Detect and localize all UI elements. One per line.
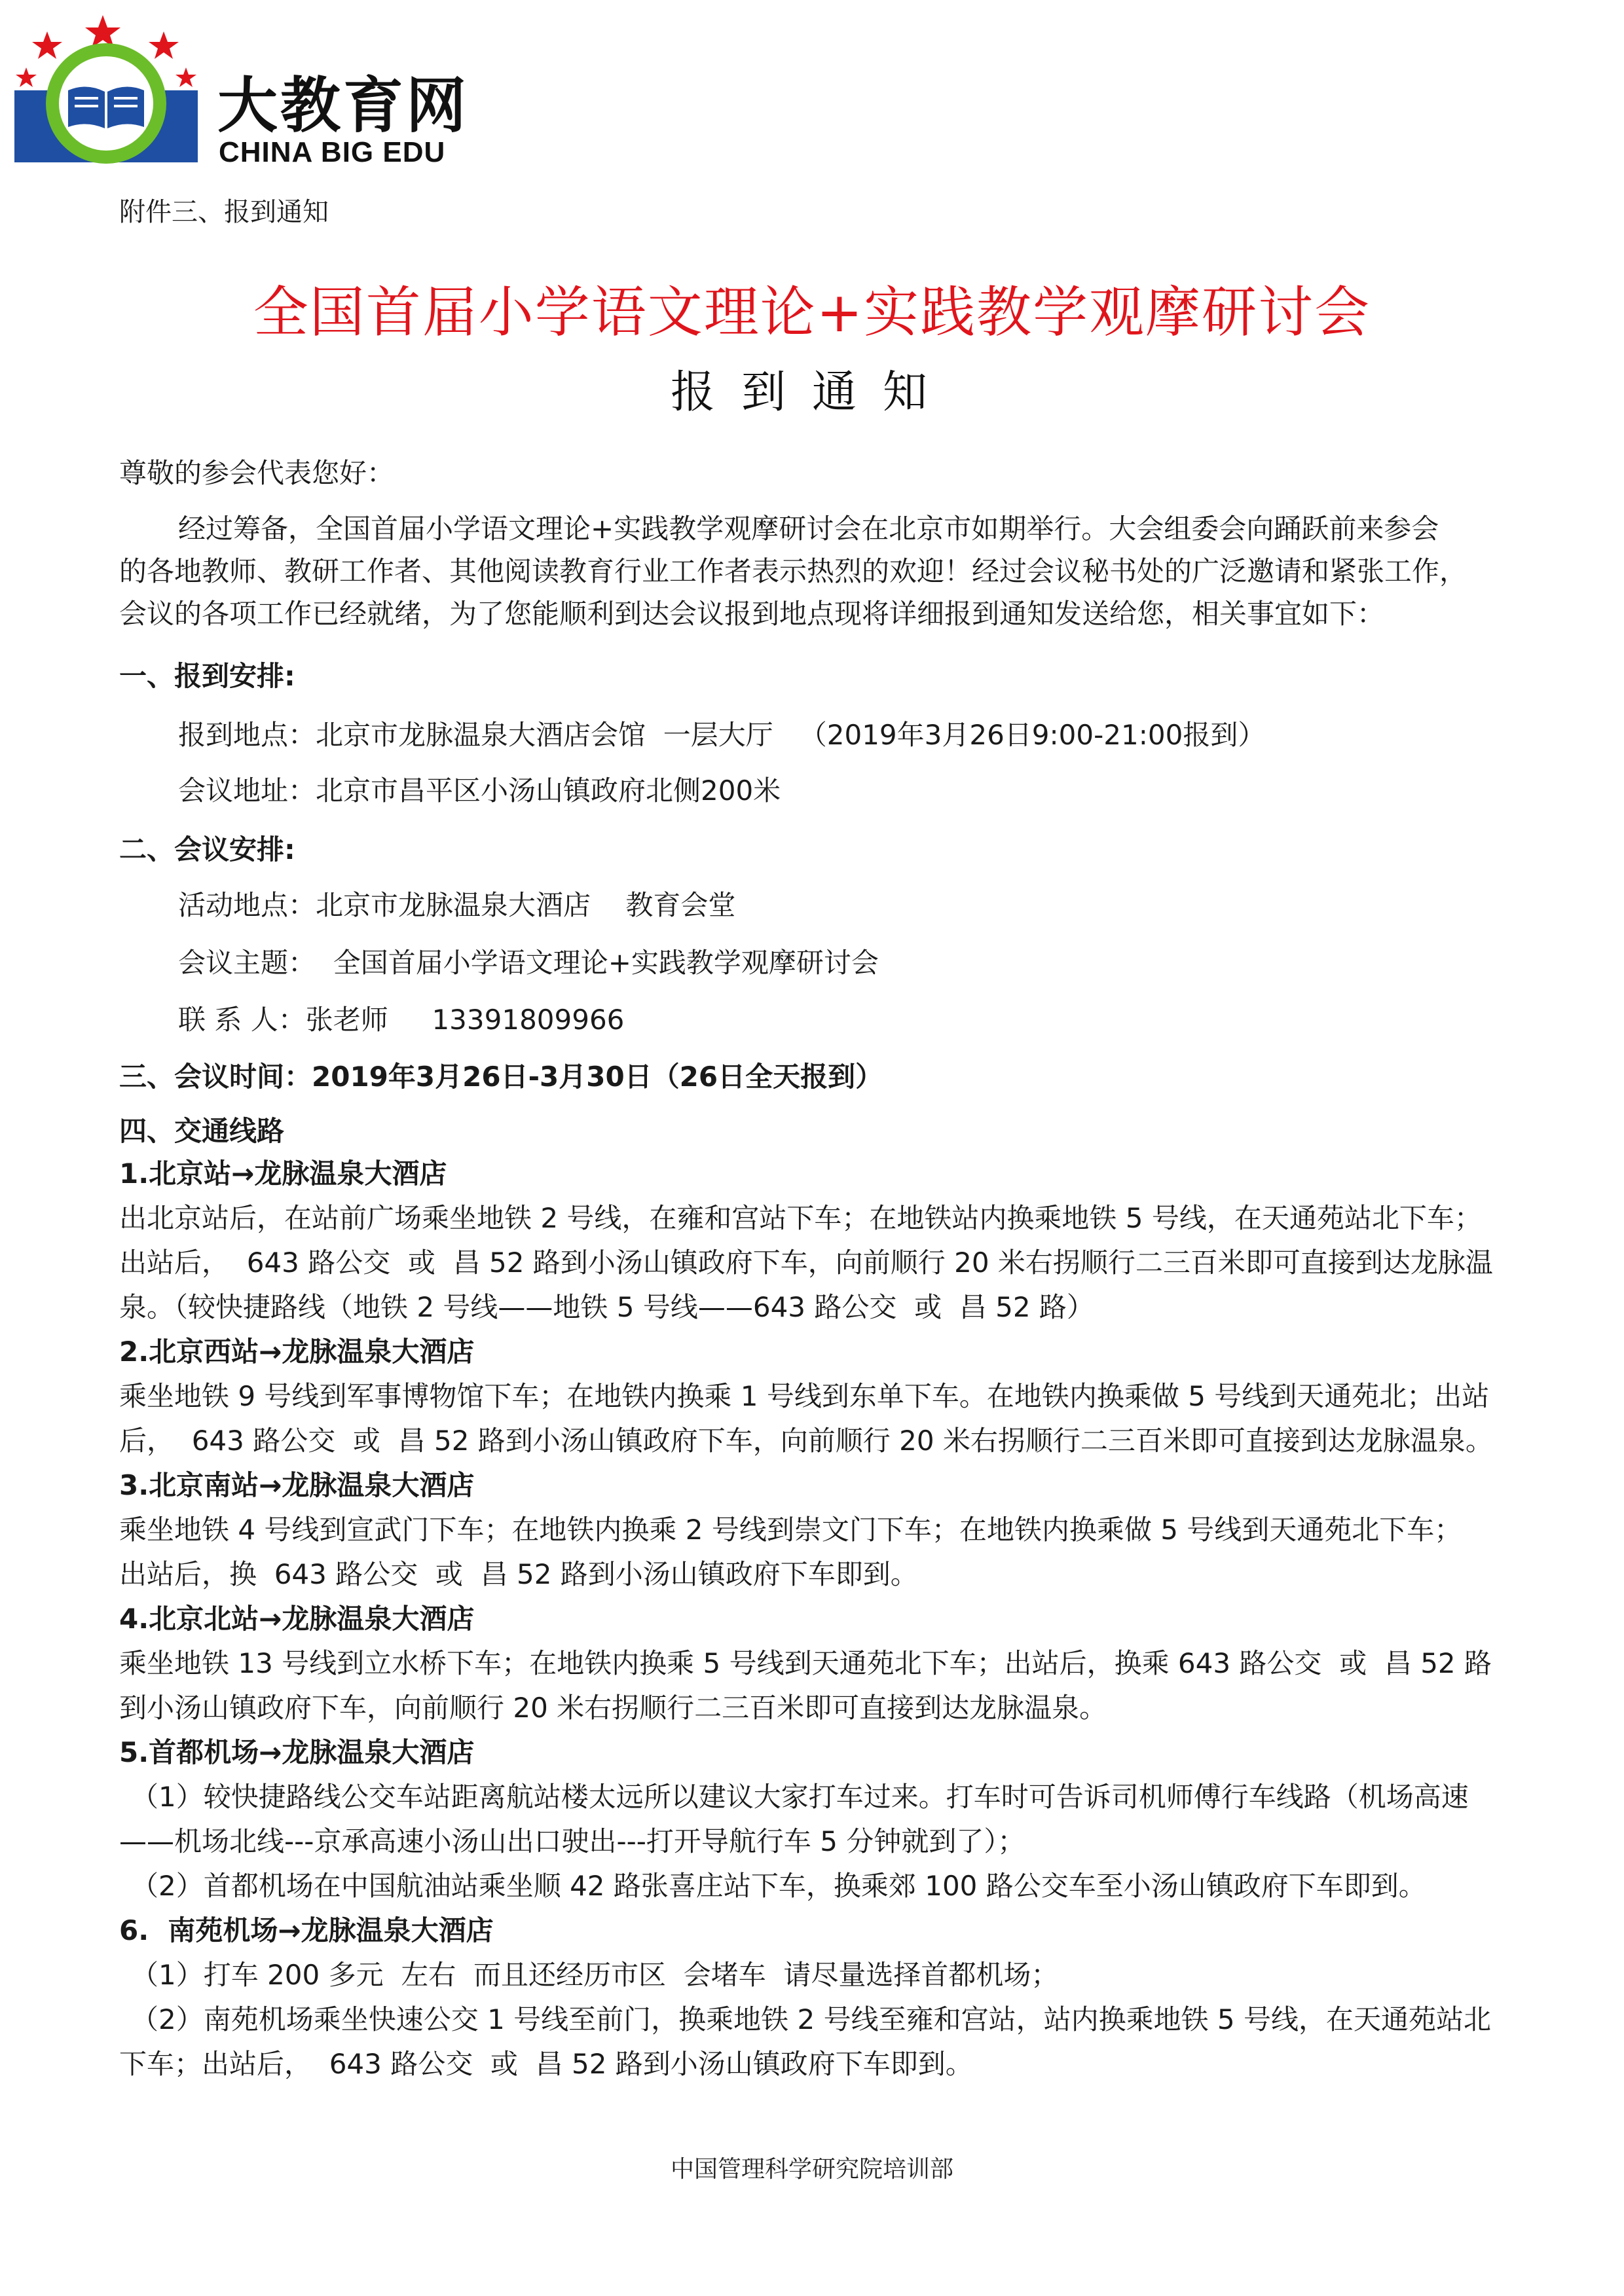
section-1-heading: 一、报到安排: [119,660,295,692]
route-title: 1.北京站→龙脉温泉大酒店 [119,1157,447,1190]
intro-line-2: 的各地教师、教研工作者、其他阅读教育行业工作者表示热烈的欢迎！经过会议秘书处的广泛邀请和紧张工作， [119,555,1467,587]
route-line: 下车；出站后， 643 路公交 或 昌 52 路到小汤山镇政府下车即到。 [119,2048,973,2080]
route-line: 出站后， 643 路公交 或 昌 52 路到小汤山镇政府下车，向前顺行 20 米右拐顺行二三百米即可直接到达龙脉温 [119,1247,1493,1279]
route-title: 6. 南苑机场→龙脉温泉大酒店 [119,1914,494,1946]
section-2-item: 联 系 人：张老师 13391809966 [178,1004,625,1036]
section-1-item: 报到地点：北京市龙脉温泉大酒店会馆 一层大厅 （2019年3月26日9:00-21:00报到） [178,719,1266,751]
route-line: 后， 643 路公交 或 昌 52 路到小汤山镇政府下车，向前顺行 20 米右拐顺行二三百米即可直接到达龙脉温泉。 [119,1425,1493,1457]
route-title: 4.北京北站→龙脉温泉大酒店 [119,1603,475,1635]
route-line: （1）打车 200 多元 左右 而且还经历市区 会堵车 请尽量选择首都机场； [131,1959,1059,1991]
intro-line-1: 经过筹备，全国首届小学语文理论+实践教学观摩研讨会在北京市如期举行。大会组委会向踊跃前来参会 [178,513,1439,545]
logo-text-cn: 大教育网 [217,71,470,141]
page-title: 全国首届小学语文理论+实践教学观摩研讨会 [253,280,1371,344]
route-line: ——机场北线---京承高速小汤山出口驶出---打开导航行车 5 分钟就到了）； [119,1825,1025,1857]
footer-org: 中国管理科学研究院培训部 [670,2156,953,2183]
attachment-label: 附件三、报到通知 [119,197,329,227]
route-line: （2）南苑机场乘坐快速公交 1 号线至前门，换乘地铁 2 号线至雍和宫站，站内换乘地铁 5 号线，在天通苑站北 [131,2003,1491,2035]
route-line: 到小汤山镇政府下车，向前顺行 20 米右拐顺行二三百米即可直接到达龙脉温泉。 [119,1692,1107,1724]
route-title: 3.北京南站→龙脉温泉大酒店 [119,1469,475,1501]
logo-text-en: CHINA BIG EDU [219,136,446,168]
section-2-item: 会议主题： 全国首届小学语文理论+实践教学观摩研讨会 [178,947,879,979]
route-line: （1）较快捷路线公交车站距离航站楼太远所以建议大家打车过来。打车时可告诉司机师傅行车线路（机场高速 [131,1781,1469,1813]
logo [14,12,473,169]
route-line: 泉。（较快捷路线（地铁 2 号线——地铁 5 号线——643 路公交 或 昌 52 路） [119,1291,1094,1323]
section-3-heading: 三、会议时间：2019年3月26日-3月30日（26日全天报到） [119,1061,883,1093]
section-2-item: 活动地点：北京市龙脉温泉大酒店 教育会堂 [178,889,736,921]
greeting: 尊敬的参会代表您好： [119,457,395,489]
route-line: （2）首都机场在中国航油站乘坐顺 42 路张喜庄站下车，换乘郊 100 路公交车至小汤山镇政府下车即到。 [131,1870,1426,1902]
route-title: 5.首都机场→龙脉温泉大酒店 [119,1736,475,1768]
section-1-item: 会议地址：北京市昌平区小汤山镇政府北侧200米 [178,774,781,807]
section-2-heading: 二、会议安排: [119,833,295,866]
intro-line-3: 会议的各项工作已经就绪，为了您能顺利到达会议报到地点现将详细报到通知发送给您，相关事宜如下： [119,598,1385,630]
route-line: 乘坐地铁 13 号线到立水桥下车；在地铁内换乘 5 号线到天通苑北下车；出站后，换乘 643 路公交 或 昌 52 路 [119,1647,1492,1679]
section-4-heading: 四、交通线路 [119,1115,285,1147]
route-line: 乘坐地铁 9 号线到军事博物馆下车；在地铁内换乘 1 号线到东单下车。在地铁内换乘做 5 号线到天通苑北；出站 [119,1380,1490,1412]
page-subtitle: 报到通知 [670,367,953,418]
route-title: 2.北京西站→龙脉温泉大酒店 [119,1336,475,1368]
route-line: 出站后，换 643 路公交 或 昌 52 路到小汤山镇政府下车即到。 [119,1558,918,1590]
logo-emblem-icon [14,12,211,169]
route-line: 乘坐地铁 4 号线到宣武门下车；在地铁内换乘 2 号线到崇文门下车；在地铁内换乘做 5 号线到天通苑北下车； [119,1514,1462,1546]
route-line: 出北京站后，在站前广场乘坐地铁 2 号线，在雍和宫站下车；在地铁站内换乘地铁 5 号线，在天通苑站北下车； [119,1202,1482,1234]
